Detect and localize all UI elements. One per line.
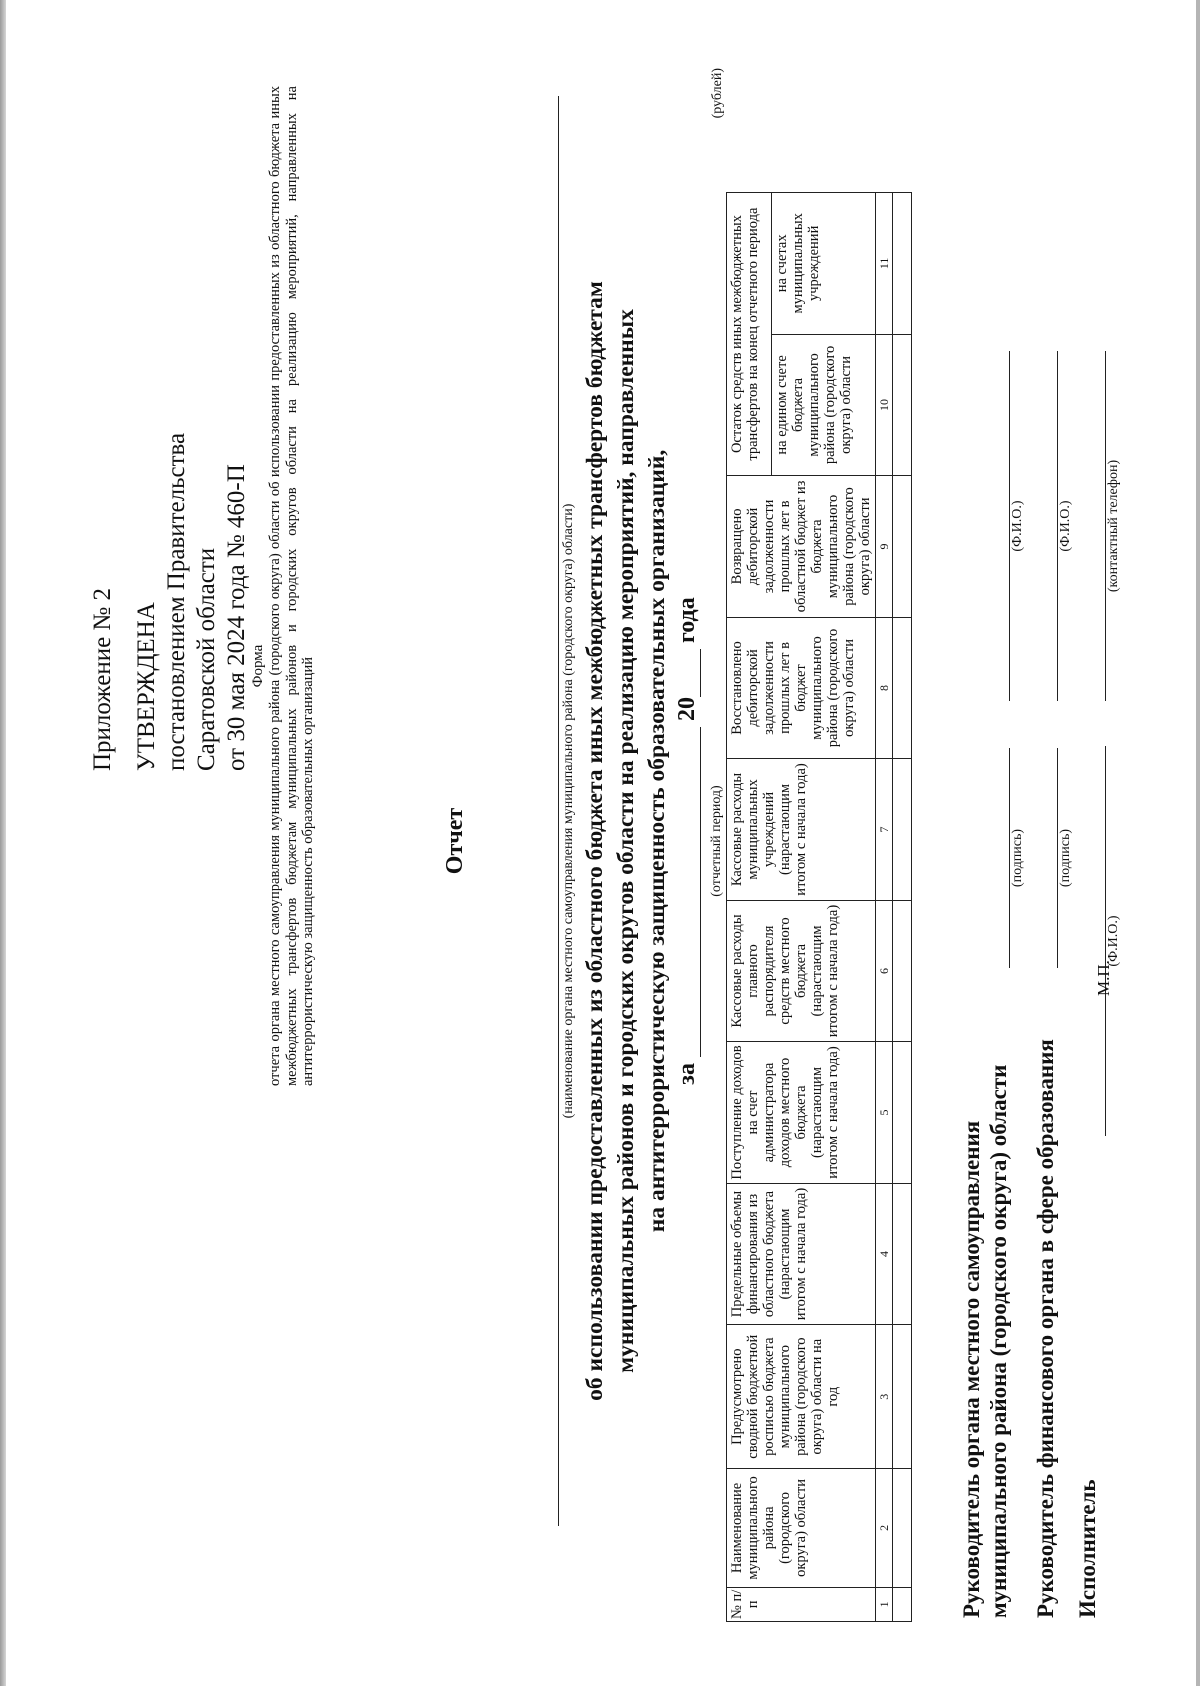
table-cell bbox=[893, 759, 912, 901]
column-number: 2 bbox=[876, 1469, 893, 1588]
column-number: 4 bbox=[876, 1183, 893, 1325]
table-column-numbers-row bbox=[876, 193, 893, 1622]
table-cell bbox=[893, 1469, 912, 1588]
form-word: Форма bbox=[250, 644, 266, 688]
approval-line-3: от 30 мая 2024 года № 460-П bbox=[223, 464, 250, 771]
header-planned: Предусмотрено сводной бюджетной росписью бюджета муниципального района (городского округа) области на год bbox=[727, 1325, 876, 1469]
period-row bbox=[674, 46, 701, 1636]
report-table bbox=[726, 192, 912, 1622]
table-cell bbox=[893, 1183, 912, 1325]
signature-caption-2: (подпись) bbox=[1058, 828, 1073, 888]
rotated-document-page bbox=[50, 46, 1160, 1636]
headline-line-3: на антитеррористическую защищенность образовательных организаций, bbox=[644, 449, 670, 1233]
report-headline bbox=[580, 126, 673, 1556]
period-blank bbox=[700, 727, 701, 1057]
table-cell bbox=[893, 900, 912, 1042]
table-cell bbox=[893, 193, 912, 335]
period-year-prefix: 20 bbox=[674, 697, 700, 722]
header-remaining-funds-group: Остаток средств иных межбюджетных трансфертов на конец отчетного периода bbox=[727, 193, 772, 476]
fio-caption-1: (Ф.И.О.) bbox=[1010, 500, 1025, 552]
report-title: Отчет bbox=[442, 807, 468, 875]
head-local-line-2: муниципального района (городского округа) области bbox=[986, 1064, 1011, 1618]
header-limit-volumes: Предельные объемы финансирования из областного бюджета (нарастающим итогом с начала года) bbox=[727, 1183, 876, 1325]
scan-edge-left bbox=[0, 0, 6, 1686]
table-cell bbox=[893, 1325, 912, 1469]
table-cell bbox=[893, 334, 912, 476]
fio-caption-2: (Ф.И.О.) bbox=[1058, 500, 1073, 552]
approval-line-2: Саратовской области bbox=[193, 547, 220, 771]
column-number: 9 bbox=[876, 476, 893, 618]
table-empty-row bbox=[893, 193, 912, 1622]
signature-head-finance: Руководитель финансового органа в сфере образования bbox=[1033, 1039, 1058, 1618]
column-number: 6 bbox=[876, 900, 893, 1042]
header-cash-expenses-institutions: Кассовые расходы муниципальных учреждений (нарастающим итогом с начала года) bbox=[727, 759, 876, 901]
headline-line-2: муниципальных районов и городских округов области на реализацию мероприятий, направленных bbox=[613, 309, 639, 1373]
column-number: 11 bbox=[876, 193, 893, 335]
organization-name-field bbox=[528, 96, 559, 1526]
header-institution-accounts: на счетах муниципальных учреждений bbox=[772, 193, 876, 335]
header-returned-receivables: Возвращено дебиторской задолженности прошлых лет в областной бюджет из бюджета муниципального района (городского округа) области bbox=[727, 476, 876, 618]
units-label: (рублей) bbox=[710, 68, 725, 119]
period-suffix: года bbox=[674, 597, 700, 644]
period-caption: (отчетный период) bbox=[709, 785, 724, 897]
year-blank bbox=[700, 649, 701, 697]
period-prefix: за bbox=[674, 1063, 700, 1085]
form-description: отчета органа местного самоуправления муниципального района (городского округа) области об использовании предоставленных из областного бюджета иных межбюджетных трансфертов бюджетам муниципальных районов и городских округов области на реализацию мероприятий, направленных на антитеррористическую защищенность образовательных организаций bbox=[267, 86, 316, 1086]
scan-edge-right bbox=[1196, 0, 1200, 1686]
header-single-account: на едином счете бюджета муниципального района (городского округа) области bbox=[772, 334, 876, 476]
header-restored-receivables: Восстановлено дебиторской задолженности прошлых лет в бюджет муниципального района (городского округа) области bbox=[727, 617, 876, 759]
table-cell bbox=[893, 476, 912, 618]
table-cell bbox=[893, 617, 912, 759]
table-cell bbox=[893, 1042, 912, 1184]
column-number: 3 bbox=[876, 1325, 893, 1469]
signature-caption-1: (подпись) bbox=[1010, 828, 1025, 888]
header-number: № п/п bbox=[727, 1587, 876, 1621]
header-revenue-receipt: Поступление доходов на счет администратора доходов местного бюджета (нарастающим итогом с начала года) bbox=[727, 1042, 876, 1184]
column-number: 8 bbox=[876, 617, 893, 759]
appendix-number: Приложение № 2 bbox=[89, 587, 116, 771]
header-municipality: Наименование муниципального района (городского округа) области bbox=[727, 1469, 876, 1588]
approved-stamp: УТВЕРЖДЕНА bbox=[133, 602, 160, 771]
signature-executor: Исполнитель bbox=[1075, 1479, 1100, 1618]
form-description-block bbox=[250, 86, 317, 1086]
executor-phone-caption: (контактный телефон) bbox=[1106, 459, 1121, 593]
approval-block bbox=[88, 341, 252, 771]
stamp-placeholder: М.П. bbox=[1094, 960, 1113, 996]
column-number: 7 bbox=[876, 759, 893, 901]
table-cell bbox=[893, 1587, 912, 1621]
approval-line-1: постановлением Правительства bbox=[163, 432, 190, 771]
header-cash-expenses-main: Кассовые расходы главного распорядителя средств местного бюджета (нарастающим итогом с начала года) bbox=[727, 900, 876, 1042]
column-number: 5 bbox=[876, 1042, 893, 1184]
head-local-line-1: Руководитель органа местного самоуправления bbox=[959, 1120, 984, 1618]
table-header-row bbox=[727, 193, 772, 1622]
headline-line-1: об использовании предоставленных из областного бюджета иных межбюджетных трансфертов бюджетам bbox=[582, 281, 608, 1401]
column-number: 10 bbox=[876, 334, 893, 476]
organization-name-caption: (наименование органа местного самоуправления муниципального района (городского округа) области) bbox=[561, 503, 576, 1119]
executor-fio-caption: (Ф.И.О.) bbox=[1106, 915, 1121, 967]
column-number: 1 bbox=[876, 1587, 893, 1621]
signature-head-local bbox=[958, 118, 1012, 1618]
